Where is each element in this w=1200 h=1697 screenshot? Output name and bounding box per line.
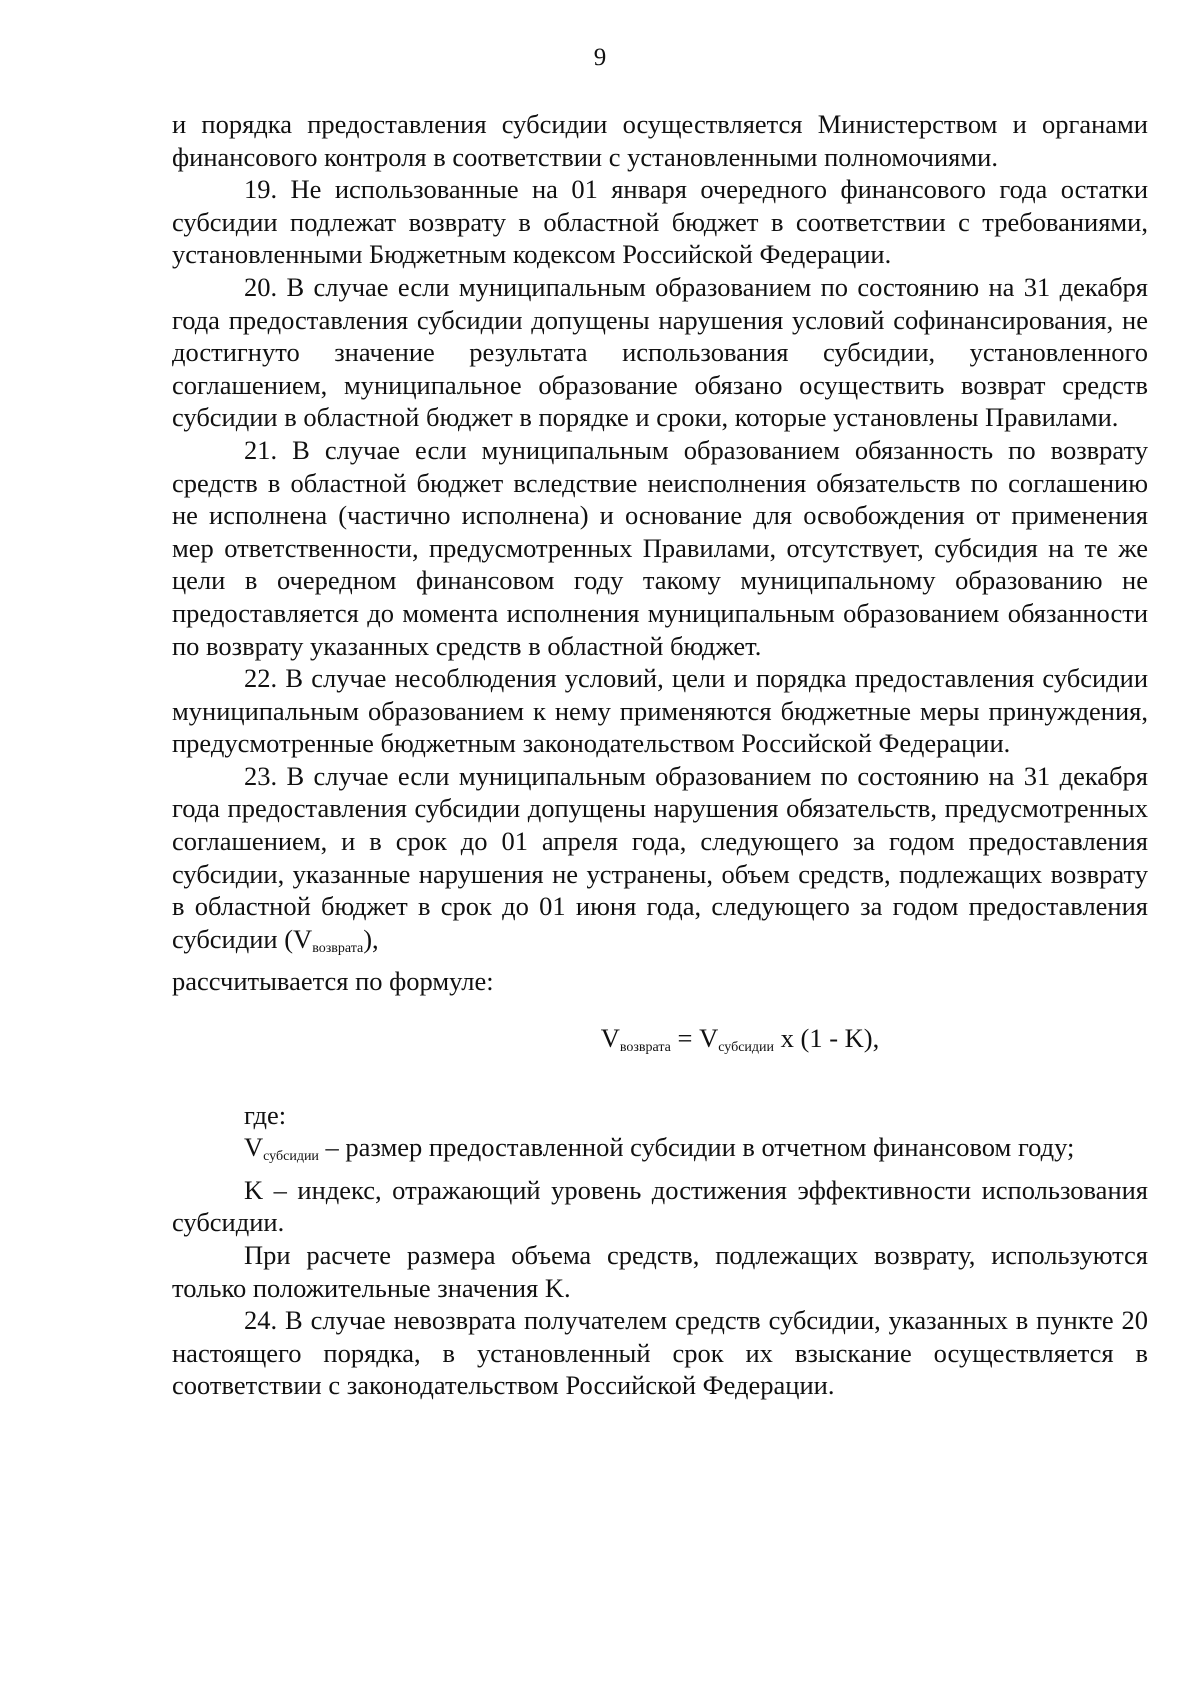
formula-rest: x (1 - K),: [774, 1023, 880, 1054]
paragraph-21: 21. В случае если муниципальным образованием обязанность по возврату средств в областной бюджет вследствие неисполнения обязательств по соглашению не исполнена (частично исполнена) и основание для освобождения от применения мер ответственности, предусмотренных Правилами, отсутствует, субсидия на те же цели в очередном финансовом году такому муниципальному образованию не предоставляется до момента исполнения муниципальным образованием обязанности по возврату указанных средств в областной бюджет.: [172, 434, 1148, 661]
definition-v: V: [244, 1132, 264, 1163]
page-number: 9: [593, 44, 607, 71]
paragraph-23-last-line: рассчитывается по формуле:: [172, 966, 494, 997]
formula-v: V: [600, 1023, 620, 1054]
definition-v-subscript: субсидии: [263, 1149, 319, 1165]
definition-k: K – индекс, отражающий уровень достижения эффективности использования субсидии.: [172, 1174, 1148, 1238]
paragraph-20: 20. В случае если муниципальным образованием по состоянию на 31 декабря года предоставления субсидии допущены нарушения условий софинансирования, не достигнуто значение результата использования субсидии, установленного соглашением, муниципальное образование обязано осуществить возврат средств субсидии в областной бюджет в порядке и сроки, которые установлены Правилами.: [172, 271, 1148, 433]
paragraph-19: 19. Не использованные на 01 января очередного финансового года остатки субсидии подлежат возврату в областной бюджет в соответствии с требованиями, установленными Бюджетным кодексом Российской Федерации.: [172, 174, 1148, 270]
paragraph-22: 22. В случае несоблюдения условий, цели и порядка предоставления субсидии муниципальным образованием к нему применяются бюджетные меры принуждения, предусмотренные бюджетным законодательством Российской Федерации.: [172, 663, 1148, 759]
formula-sub-return: возврата: [619, 1040, 671, 1056]
paragraph-23-subscript: возврата: [312, 940, 364, 956]
document-body: [172, 108, 1148, 1402]
formula: [172, 1022, 1148, 1065]
paragraph-24: 24. В случае невозврата получателем средств субсидии, указанных в пункте 20 настоящего порядка, в установленный срок их взыскание осуществляется в соответствии с законодательством Российской Федерации.: [172, 1305, 1148, 1401]
paragraph-23-text: 23. В случае если муниципальным образованием по состоянию на 31 декабря года предоставления субсидии допущены нарушения обязательств, предусмотренных соглашением, и в срок до 01 апреля года, следующего за годом предоставления субсидии, указанные нарушения не устранены, объем средств, подлежащих возврату в областной бюджет в срок до 01 июня года, следующего за годом предоставления субсидии (V: [172, 760, 1148, 954]
paragraph-23: [172, 760, 1148, 966]
definition-v-subsidy: [172, 1131, 1148, 1174]
paragraph-23-tail: ),: [363, 923, 379, 954]
paragraph-continuation: и порядка предоставления субсидии осуществляется Министерством и органами финансового контроля в соответствии с установленными полномочиями.: [172, 109, 1148, 172]
where-label: где:: [244, 1099, 287, 1130]
formula-sub-subsidy: субсидии: [718, 1040, 775, 1056]
formula-eq: = V: [670, 1023, 719, 1054]
paragraph-note: При расчете размера объема средств, подлежащих возврату, используются только положительные значения K.: [172, 1240, 1148, 1303]
definition-v-text: – размер предоставленной субсидии в отчетном финансовом году;: [318, 1132, 1075, 1163]
